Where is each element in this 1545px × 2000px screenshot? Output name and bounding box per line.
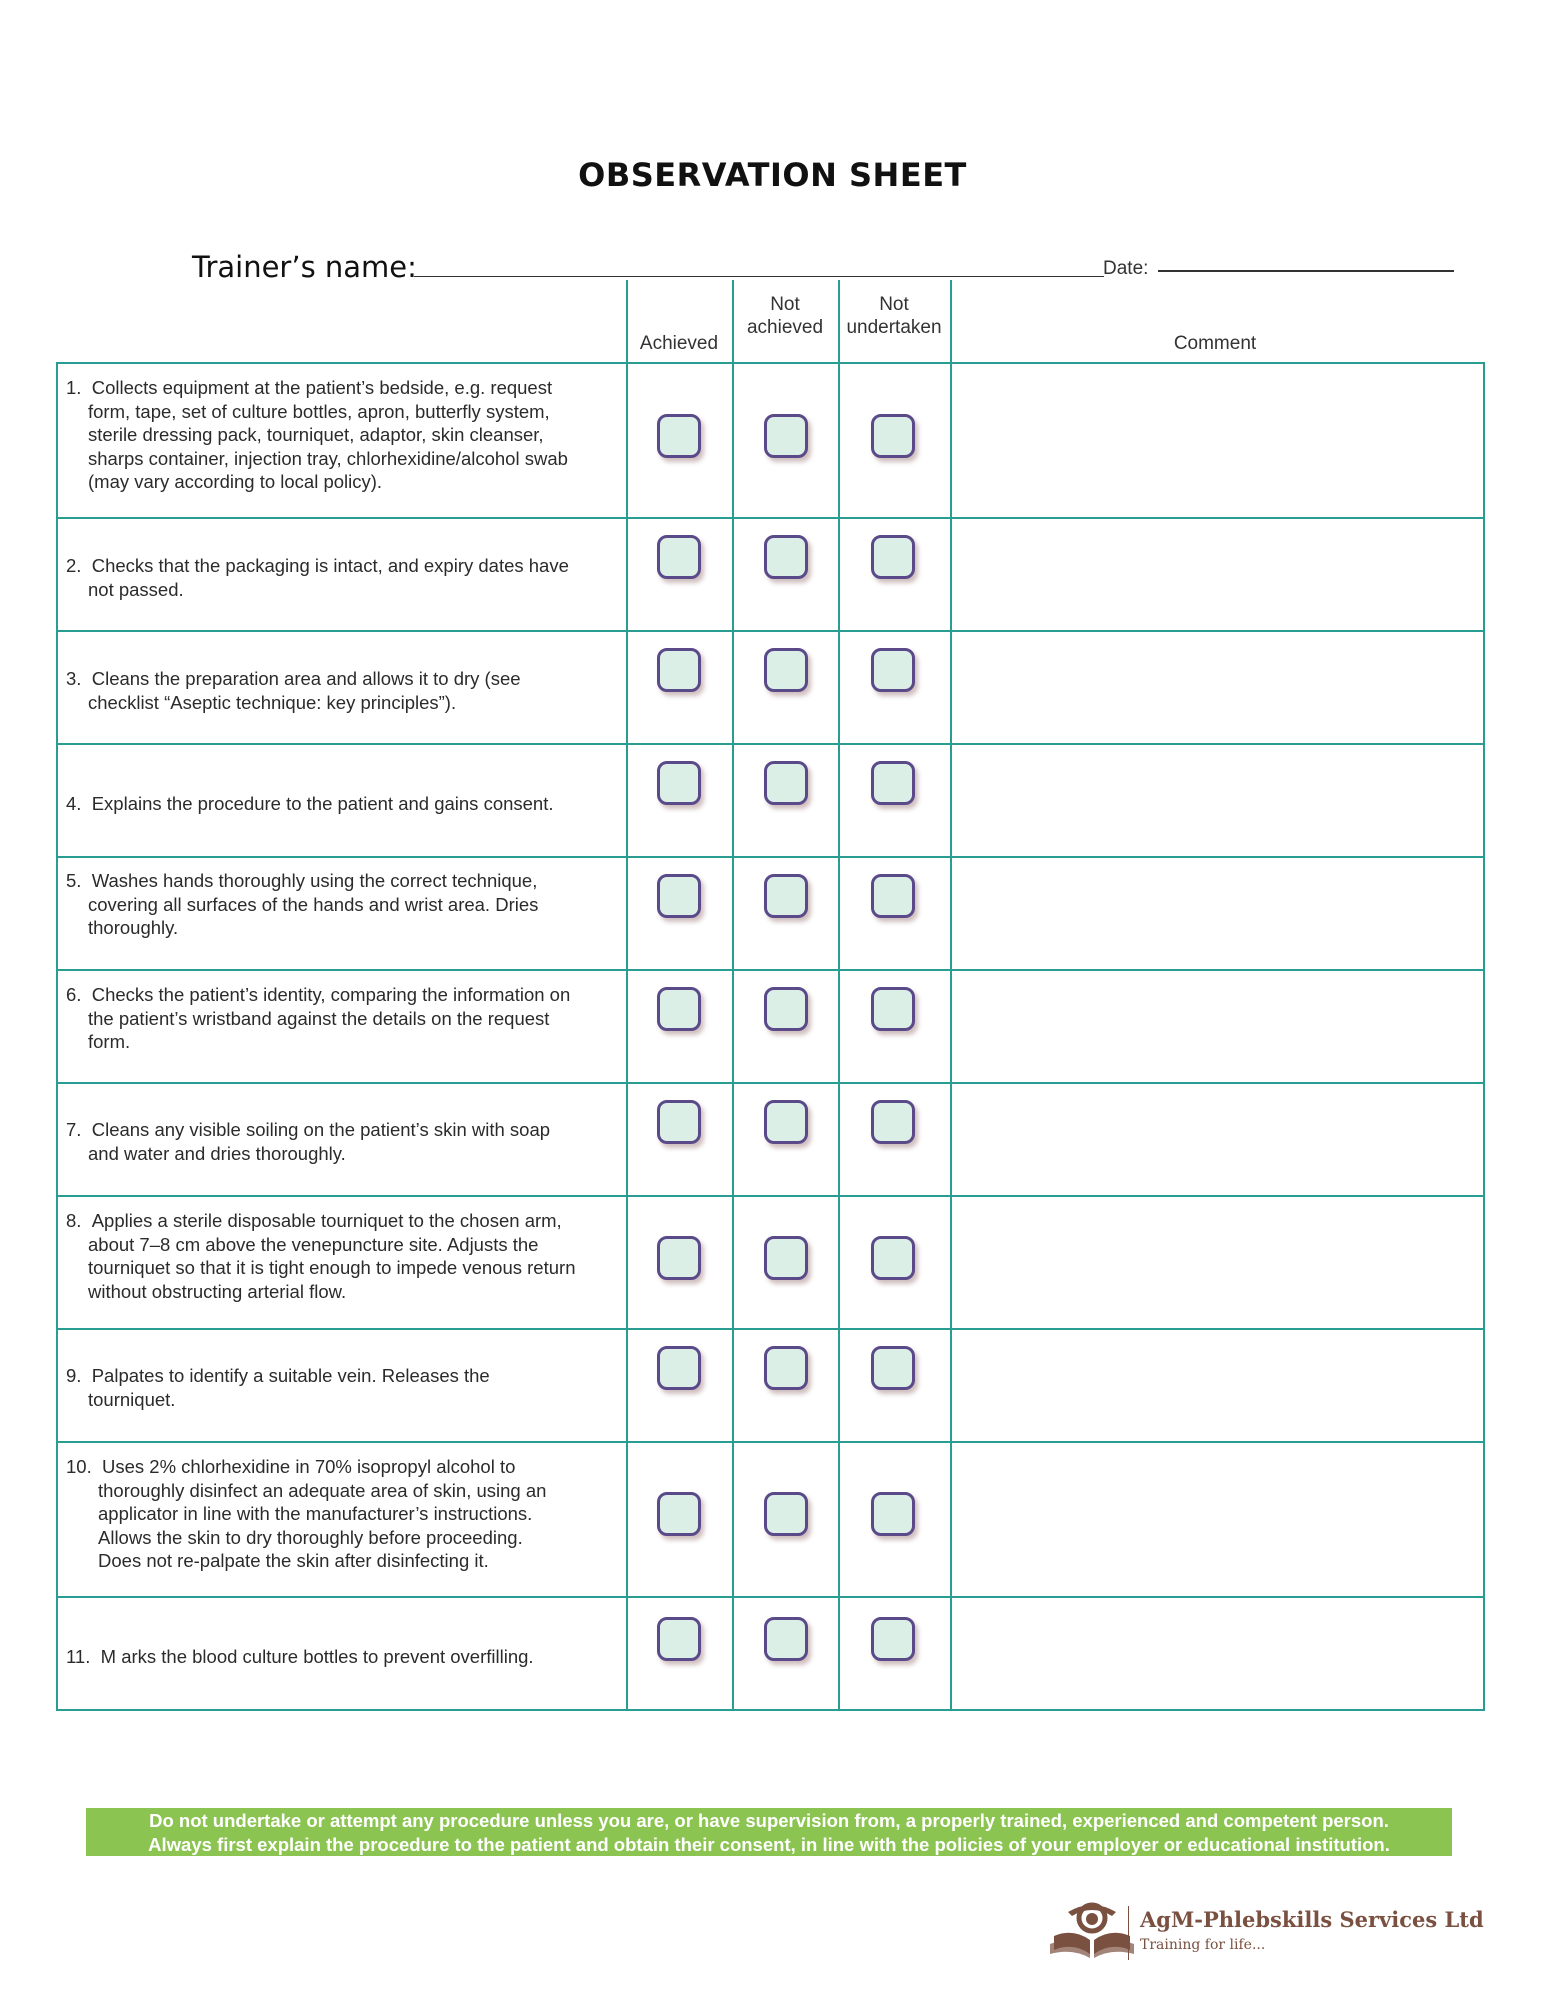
comment-cell[interactable] — [952, 519, 1482, 630]
table-outer-border — [56, 362, 58, 1709]
achieved-checkbox[interactable] — [657, 874, 701, 918]
not-achieved-checkbox[interactable] — [764, 1346, 808, 1390]
table-outer-border — [1483, 362, 1485, 1709]
achieved-checkbox[interactable] — [657, 761, 701, 805]
item-text-line: Uses 2% chlorhexidine in 70% isopropyl alcohol to — [102, 1456, 516, 1477]
logo-separator — [1128, 1906, 1129, 1960]
item-number: 10. — [66, 1456, 92, 1477]
logo-tagline: Training for life... — [1140, 1937, 1266, 1953]
item-text — [66, 1364, 626, 1411]
item-text-line: Palpates to identify a suitable vein. Releases the — [91, 1365, 490, 1386]
header-not-achieved: Not achieved — [746, 294, 824, 338]
item-text-line: Collects equipment at the patient’s bedside, e.g. request — [91, 377, 553, 398]
item-text-line: sterile dressing pack, tourniquet, adaptor, skin cleanser, — [88, 424, 544, 445]
comment-cell[interactable] — [952, 971, 1482, 1082]
table-row-border — [56, 1709, 1485, 1711]
achieved-checkbox[interactable] — [657, 987, 701, 1031]
item-text — [66, 869, 626, 940]
comment-cell[interactable] — [952, 1084, 1482, 1195]
logo-company-name: AgM-Phlebskills Services Ltd — [1140, 1907, 1484, 1932]
item-number: 11. — [66, 1646, 91, 1667]
not-undertaken-checkbox[interactable] — [871, 414, 915, 458]
table-column-border — [626, 280, 628, 1709]
comment-cell[interactable] — [952, 364, 1482, 517]
item-number: 2. — [66, 555, 82, 576]
achieved-checkbox[interactable] — [657, 1617, 701, 1661]
item-text — [66, 1645, 626, 1669]
comment-cell[interactable] — [952, 1197, 1482, 1328]
table-column-border — [838, 280, 840, 1709]
comment-cell[interactable] — [952, 1443, 1482, 1596]
item-text-line: thoroughly. — [88, 917, 179, 938]
achieved-checkbox[interactable] — [657, 1236, 701, 1280]
item-text-line: without obstructing arterial flow. — [88, 1280, 347, 1302]
item-text-line: tourniquet so that it is tight enough to impede venous return — [88, 1257, 576, 1278]
date-label: Date: — [1103, 258, 1149, 279]
item-text — [66, 792, 626, 816]
comment-cell[interactable] — [952, 1330, 1482, 1441]
not-achieved-checkbox[interactable] — [764, 761, 808, 805]
item-text-line: Does not re-palpate the skin after disinfecting it. — [98, 1550, 489, 1571]
item-text-line: thoroughly disinfect an adequate area of skin, using an — [98, 1479, 547, 1501]
comment-cell[interactable] — [952, 745, 1482, 856]
table-column-border — [732, 280, 734, 1709]
item-text-line: Checks the patient’s identity, comparing the information on — [91, 984, 571, 1005]
item-text-line: Applies a sterile disposable tourniquet to the chosen arm, — [91, 1210, 562, 1231]
header-comment: Comment — [1173, 333, 1257, 354]
not-achieved-checkbox[interactable] — [764, 987, 808, 1031]
achieved-checkbox[interactable] — [657, 414, 701, 458]
item-number: 6. — [66, 984, 82, 1005]
not-achieved-checkbox[interactable] — [764, 1492, 808, 1536]
comment-cell[interactable] — [952, 632, 1482, 743]
not-undertaken-checkbox[interactable] — [871, 987, 915, 1031]
achieved-checkbox[interactable] — [657, 1492, 701, 1536]
item-text-line: M arks the blood culture bottles to prevent overfilling. — [100, 1646, 534, 1667]
item-number: 5. — [66, 870, 82, 891]
not-undertaken-checkbox[interactable] — [871, 874, 915, 918]
item-text-line: Washes hands thoroughly using the correct technique, — [91, 870, 538, 891]
item-text-line: Cleans the preparation area and allows it to dry (see — [91, 668, 521, 689]
item-number: 1. — [66, 377, 82, 398]
item-text — [66, 983, 626, 1054]
not-undertaken-checkbox[interactable] — [871, 1236, 915, 1280]
not-achieved-checkbox[interactable] — [764, 535, 808, 579]
item-text-line: Allows the skin to dry thoroughly before proceeding. — [98, 1526, 523, 1548]
achieved-checkbox[interactable] — [657, 648, 701, 692]
not-undertaken-checkbox[interactable] — [871, 648, 915, 692]
header-not-undertaken: Not undertaken — [846, 294, 942, 338]
item-text-line: applicator in line with the manufacturer’s instructions. — [98, 1503, 533, 1524]
comment-cell[interactable] — [952, 1598, 1482, 1709]
not-achieved-checkbox[interactable] — [764, 648, 808, 692]
item-text-line: form, tape, set of culture bottles, apron, butterfly system, — [88, 400, 550, 422]
achieved-checkbox[interactable] — [657, 1100, 701, 1144]
item-text-line: sharps container, injection tray, chlorhexidine/alcohol swab — [88, 447, 568, 469]
item-number: 9. — [66, 1365, 82, 1386]
item-text-line: Checks that the packaging is intact, and expiry dates have — [91, 555, 569, 576]
not-achieved-checkbox[interactable] — [764, 414, 808, 458]
trainer-name-label: Trainer’s name: — [192, 250, 417, 284]
item-text — [66, 1118, 626, 1165]
not-achieved-checkbox[interactable] — [764, 1617, 808, 1661]
safety-notice-line-1: Do not undertake or attempt any procedure unless you are, or have supervision from, a properly trained, experienced and competent person. — [149, 1810, 1389, 1831]
item-text-line: the patient’s wristband against the details on the request — [88, 1007, 550, 1029]
item-text — [66, 667, 626, 714]
item-text — [66, 376, 626, 494]
header-achieved: Achieved — [639, 333, 719, 354]
item-text-line: tourniquet. — [88, 1388, 176, 1410]
not-undertaken-checkbox[interactable] — [871, 1346, 915, 1390]
item-number: 7. — [66, 1119, 82, 1140]
item-text — [66, 554, 626, 601]
achieved-checkbox[interactable] — [657, 535, 701, 579]
item-text-line: Explains the procedure to the patient and gains consent. — [91, 793, 554, 814]
item-text-line: (may vary according to local policy). — [88, 471, 383, 492]
not-undertaken-checkbox[interactable] — [871, 1492, 915, 1536]
item-text — [66, 1209, 626, 1303]
safety-notice-line-2: Always first explain the procedure to the patient and obtain their consent, in line with the policies of your employer or educational institution. — [148, 1834, 1390, 1855]
item-number: 3. — [66, 668, 82, 689]
item-text — [66, 1455, 626, 1573]
item-text-line: covering all surfaces of the hands and wrist area. Dries — [88, 893, 539, 915]
not-undertaken-checkbox[interactable] — [871, 1617, 915, 1661]
item-number: 8. — [66, 1210, 82, 1231]
item-text-line: not passed. — [88, 578, 184, 600]
date-field[interactable] — [1158, 270, 1454, 272]
trainer-name-field[interactable] — [414, 276, 1104, 277]
item-text-line: about 7–8 cm above the venepuncture site. Adjusts the — [88, 1233, 539, 1255]
item-text-line: form. — [88, 1031, 131, 1052]
item-text-line: and water and dries thoroughly. — [88, 1142, 346, 1164]
item-number: 4. — [66, 793, 82, 814]
not-undertaken-checkbox[interactable] — [871, 761, 915, 805]
not-achieved-checkbox[interactable] — [764, 874, 808, 918]
not-undertaken-checkbox[interactable] — [871, 535, 915, 579]
not-undertaken-checkbox[interactable] — [871, 1100, 915, 1144]
page-title: OBSERVATION SHEET — [578, 156, 967, 194]
safety-notice — [86, 1808, 1452, 1856]
not-achieved-checkbox[interactable] — [764, 1236, 808, 1280]
item-text-line: Cleans any visible soiling on the patient’s skin with soap — [91, 1119, 551, 1140]
not-achieved-checkbox[interactable] — [764, 1100, 808, 1144]
achieved-checkbox[interactable] — [657, 1346, 701, 1390]
item-text-line: checklist “Aseptic technique: key principles”). — [88, 691, 457, 713]
comment-cell[interactable] — [952, 858, 1482, 969]
